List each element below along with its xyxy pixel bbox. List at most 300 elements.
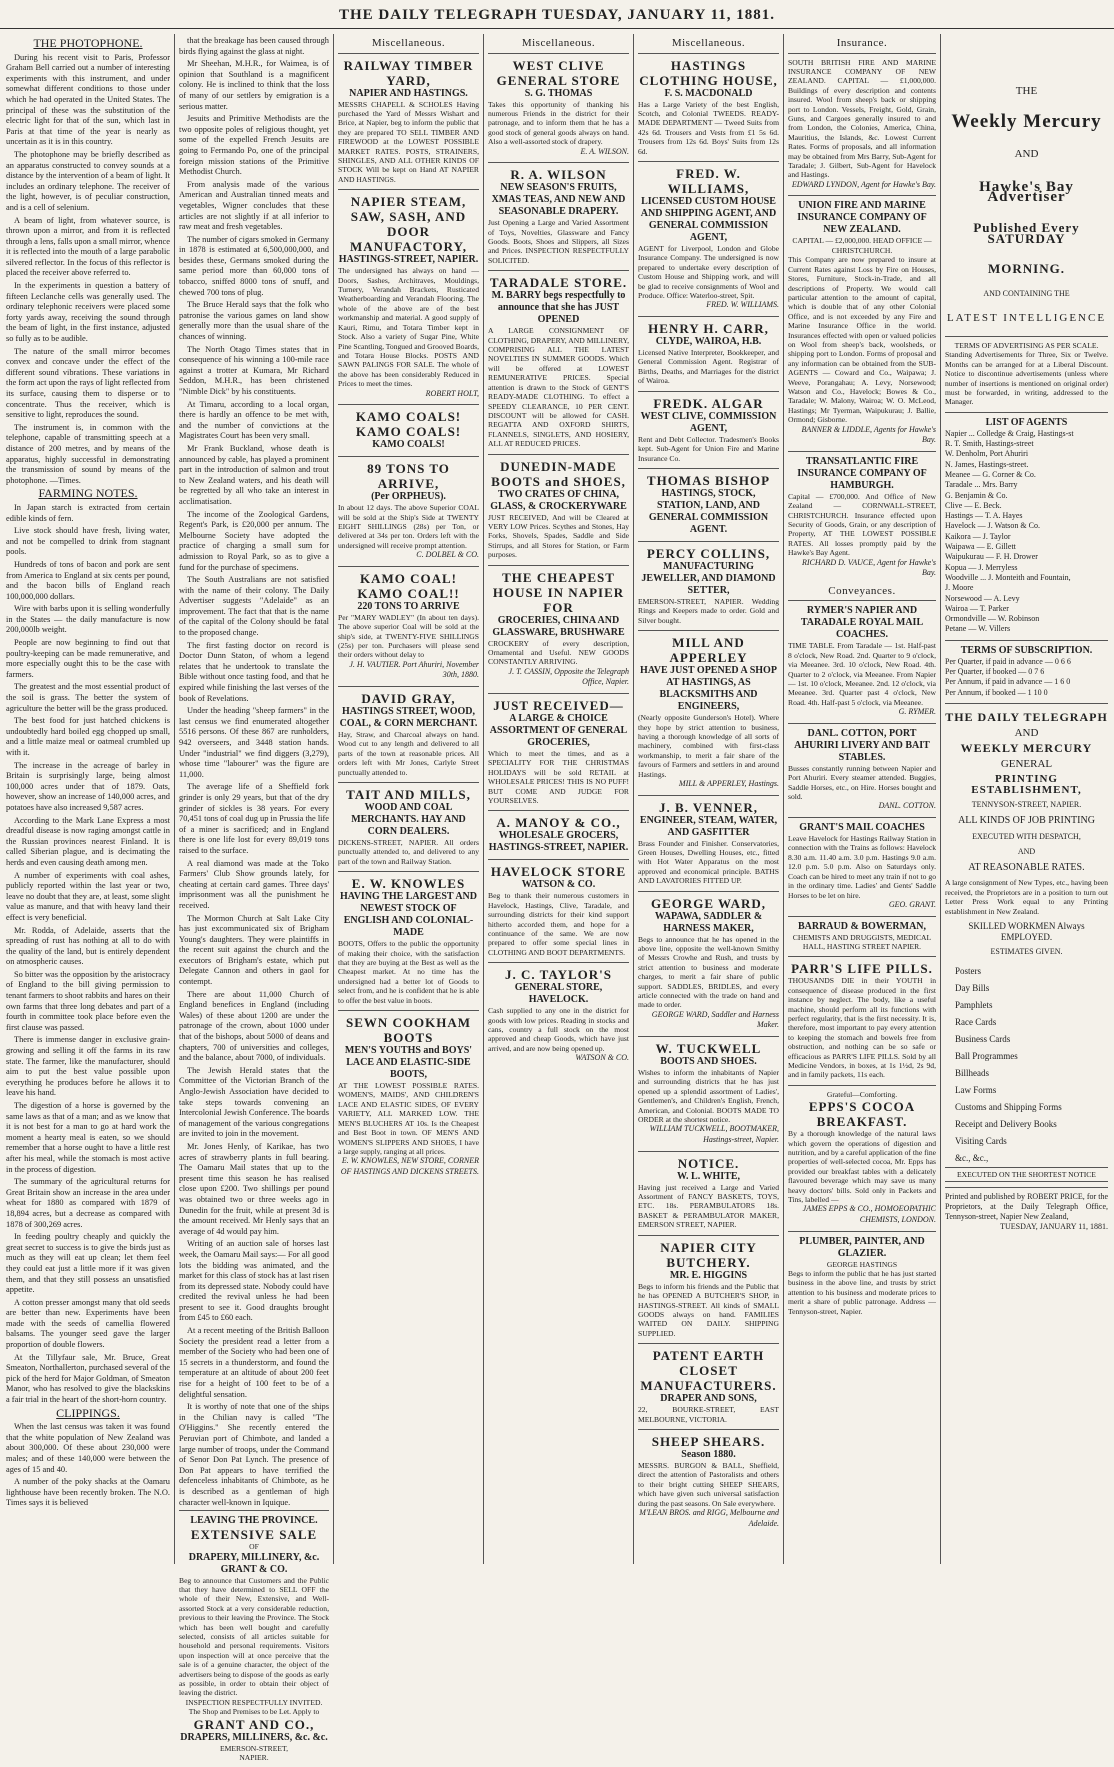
advertisement <box>338 404 479 456</box>
paragraph: In the experiments in question a battery of fifteen Leclanche cells was generally used. The ordinary telephonic receivers were placed some forty yards away, receiving the sound through the beam of light, in the first instance, adjusted so fully as to be audible. <box>6 281 170 344</box>
advertisement-union <box>788 195 936 450</box>
advertisement <box>638 391 779 468</box>
ad-signature: ROBERT HOLT, <box>425 388 479 398</box>
advertisement <box>638 161 779 316</box>
ad-headline: UNION FIRE AND MARINE INSURANCE COMPANY OF NEW ZEALAND. <box>797 200 927 236</box>
ad-body: Begs to announce that he has opened in the above line, opposite the well-known Smithy of Messrs Crowhe and Rush, and trusts by strict attention to business and moderate charges, to merit a fair share of public support. SADDLES, BRIDLES, and every article connected with the trade on hand and made to order. <box>638 934 779 1010</box>
ad-body: Rent and Debt Collector. Tradesmen's Books kept. Sub-Agent for Union Fire and Marine Insurance Co. <box>638 434 779 463</box>
wm-line: EXECUTED ON THE SHORTEST NOTICE <box>945 1167 1108 1182</box>
ad-body: Having just received a Large and Varied Assortment of FANCY BASKETS, TOYS, ETC. 18s. PERAMBULATORS 18s. BASKET & PERAMBULATOR MAKER, EMERSON STREET, NAPIER. <box>638 1182 779 1230</box>
paragraph: The nature of the small mirror becomes convex and concave under the effect of the different sound vibrations. These variations in the form act upon the rays of light reflected from its surface, causing them to disperse or to concentrate. Thus the receiver, which is sensitive to light, reproduces the sound. <box>6 346 170 420</box>
paragraph: The number of cigars smoked in Germany in 1878 is estimated at 6,500,000,000, and besides these, Germans smoked during the same period more than 60,000 tons of tobacco, sniffed 8000 tons of snuff, and chewed 700 tons of plug. <box>179 234 329 297</box>
list-item: Norsewood — A. Levy <box>945 593 1020 603</box>
ad-signature: J. H. VAUTIER. Port Ahuriri, November 30th, 1880. <box>349 659 479 680</box>
paragraph: A number of experiments with coal ashes, publicly reported within the last year or two, leave no doubt that they are, at least, some slight value as manure, and that with heavy land their effect is very beneficial. <box>6 870 170 922</box>
ad-headline: PATENT EARTH CLOSET MANUFACTURERS. <box>640 1348 777 1394</box>
ad-body: Standing Advertisements for Three, Six or Twelve. Months can be arranged for at a Liberal Discount. Notice to discontinue advertisements (unless where number of insertions is mentioned on original order) must be forwarded, in writing, addressed to the Manager. <box>945 350 1108 407</box>
ad-line: GEORGE HASTINGS <box>826 1259 898 1269</box>
paragraph: A number of the poky shacks at the Oamaru lighthouse have been recently broken. The N.O. Times says it is believed <box>6 1477 170 1508</box>
wm-line: ESTIMATES GIVEN. <box>990 947 1063 957</box>
ad-headline: THOMAS BISHOP <box>646 472 771 488</box>
ad-subheading: NEW SEASON'S FRUITS, XMAS TEAS, AND NEW AND SEASONABLE DRAPERY. <box>491 182 626 218</box>
advertisement <box>638 1429 779 1534</box>
ad-body: Has a Large Variety of the best English, Scotch, and Colonial TWEEDS. READY-MADE DEPARTMENT — Tweed Suits from 42s 6d. Trousers and Vests from £1 5s 6d. Trousers from 12s 6d. Boys' Suits from 12s 6d. <box>638 99 779 156</box>
list-item: Havelock — J. Watson & Co. <box>945 521 1040 531</box>
paragraph: The best food for just hatched chickens is undoubtedly hard boiled egg chopped up small, and a little maize meal or oatmeal crumbled up with it. <box>6 716 170 757</box>
column-rule <box>333 34 334 1564</box>
paragraph: The summary of the agricultural returns for Great Britain show an increase in the area under wheat for 1880 as compared with 1879 of 18,894 acres, but a decrease as compared with 1878 of 300,269 acres. <box>6 1177 170 1229</box>
ad-subheading: F. S. MACDONALD <box>664 87 753 99</box>
paragraph: At a recent meeting of the British Balloon Society the president read a letter from a member of the Society who had been one of 15 secrets in a thunderstorm, and found the temperature at an altitude of about 200 feet rise for a height of 100 feet to be of a delightful sensation. <box>179 1326 329 1399</box>
paragraph: Jesuits and Primitive Methodists are the two opposite poles of religious thought, yet some of the expelled French Jesuits are going to Fermando Po, one of the principal foreign mission stations of the Primitive Methodist Church. <box>179 114 329 177</box>
ad-body: MESSRS. BURGON & BALL, Sheffield, direct the attention of Pastoralists and others to their bright cutting SHEEP SHEARS, which have given such universal satisfaction during the past seasons. On Sale everywhere. <box>638 1460 779 1508</box>
ad-headline: GEORGE WARD, <box>650 895 767 911</box>
paragraph: The first fasting doctor on record is Doctor Dunn Staton, of whom a legend relates that he undertook to translate the Bible without once tasting food, and that he expired while finishing the last verses of the book of Revelations. <box>179 640 329 703</box>
ad-body: THOUSANDS DIE in their YOUTH in consequence of disease produced in the first instance by neglect. The body, like a useful machine, should perform all its functions with perfect regularity, that is the first necessity. It is, therefore, most important to pay every attention to keeping the stomach and bowels free from obstruction, and nothing can be so safe or efficacious as PARR'S LIFE PILLS. Sold by all Medicine Vendors, in boxes, at 1s 1½d, 2s 9d, and in family packets, 11s each. <box>788 976 936 1080</box>
ad-signature: J. T. CASSIN, Opposite the Telegraph Office, Napier. <box>508 666 629 687</box>
advertisement <box>638 468 779 541</box>
paragraph: The average life of a Sheffield fork grinder is only 29 years, but that of the dry grinder of sickles is 38 years. For every 70,451 tons of coal dug up in Prussia the life of a miner is sacrificed; and in England there is one life lost for every 89,019 tons raised to the surface. <box>179 782 329 855</box>
ad-subheading: (Per ORPHEUS). <box>371 491 446 503</box>
paragraph: Mr. Rodda, of Adelaide, asserts that the spreading of rust has nothing at all to do with the quality of the land, but is entirely dependent on atmospheric causes. <box>6 925 170 967</box>
section-header: Miscellaneous. <box>671 37 746 49</box>
list-item: Per Quarter, if paid in advance — 0 6 6 <box>945 656 1071 666</box>
section-header: Insurance. <box>836 37 888 49</box>
list-item: Per Annum, if paid in advance — 1 6 0 <box>945 677 1071 687</box>
ad-headline: MILL AND APPERLEY <box>669 635 748 666</box>
wm-line: AT REASONABLE RATES. <box>968 861 1085 873</box>
advertisement <box>488 270 629 453</box>
ad-subheading: 220 TONS TO ARRIVE <box>357 600 460 612</box>
ad-subheading: HAVING THE LARGEST AND NEWEST STOCK OF ENGLISH AND COLONIAL-MADE <box>340 891 477 939</box>
ad-subheading: MANUFACTURING JEWELLER, AND DIAMOND SETTER, <box>641 560 776 596</box>
ad-headline: NAPIER CITY BUTCHERY. <box>660 1239 757 1270</box>
ad-subheading: HASTINGS STREET, WOOD, COAL, & CORN MERCHANT. <box>339 705 478 729</box>
advertisement <box>638 891 779 1036</box>
ad-headline: SHEEP SHEARS. <box>651 1433 766 1449</box>
list-item: Waipawa — E. Gillett <box>945 542 1016 552</box>
ad-body: Begs to inform his friends and the Public that he has OPENED A BUTCHER'S SHOP, in HASTINGS-STREET. All kinds of SMALL GOODS always on hand. FAMILIES WAITED ON DAILY. SHIPPING SUPPLIED. <box>638 1281 779 1338</box>
ad-signature: WATSON & CO. <box>575 1053 629 1063</box>
wm-line: GENERAL <box>1000 757 1053 770</box>
paragraph: A beam of light, from whatever source, is thrown upon a mirror, and from it is reflected through a lens, falls upon a small mirror, whence it is reflected into the mouth of a large parabolic silvered reflector. In the focus of this reflector is placed the receiver above referred to. <box>6 215 170 278</box>
wm-line: AND <box>1017 847 1036 857</box>
paragraph: Under the heading "sheep farmers" in the last census we find enumerated altogether 5516 persons. Of these 867 are runholders, 942 overseers, and 3448 station hands. Under "industrial" we find diggers (3,279), whose time "labourer" was the figure are 11,000. <box>179 706 329 779</box>
article-body <box>6 503 170 1406</box>
ad-line: OF <box>249 1542 259 1552</box>
advertisement <box>638 1036 779 1151</box>
wm-line: Published Every SATURDAY <box>973 219 1080 246</box>
ad-line: Grateful—Comforting. <box>826 1089 898 1099</box>
ad-body: AT THE LOWEST POSSIBLE RATES. WOMEN'S, MAIDS', AND CHILDREN'S LACE AND ELASTIC SIDES, OF EVERY VARIETY, ALL MARKED LOW. THE MEN'S BLUCHERS AT 10s. Is the Cheapest and Best Boot in town. OF MEN'S AND WOMEN'S SLIPPERS AND SHOES, I have a large supply, ranging at all prices. <box>338 1081 479 1156</box>
ad-subheading: MR. E. HIGGINS <box>669 1269 748 1281</box>
ad-line: GRANT & CO. <box>220 1563 288 1575</box>
advertisement-cotton <box>788 723 936 817</box>
ad-signature: JAMES EPPS & CO., HOMOEOPATHIC CHEMISTS, LONDON. <box>802 1204 936 1225</box>
ad-signature: E. W. KNOWLES, NEW STORE, CORNER OF HASTINGS AND DICKENS STREETS. <box>340 1156 479 1176</box>
ad-signature: E. A. WILSON. <box>580 146 629 156</box>
advertisement <box>338 189 479 404</box>
ad-body: Wishes to inform the inhabitants of Napier and surrounding districts that he has just opened up a splendid assortment of Ladies', Gentlemen's, and Children's English, French, American, and Colonial. BOOTS MADE TO ORDER at the shortest notice. <box>638 1068 779 1125</box>
ad-headline: DUNEDIN-MADE BOOTS and SHOES, <box>491 458 626 489</box>
advertisement-grant-coaches <box>788 817 936 915</box>
wm-line: MORNING. <box>988 261 1065 277</box>
ad-line: TERMS OF ADVERTISING AS PER SCALE. <box>954 340 1099 350</box>
ad-headline: KAMO COALS! KAMO COALS! <box>355 409 462 440</box>
advertisement <box>638 630 779 794</box>
article-body <box>179 36 329 1508</box>
list-item: Meanee — G. Corner & Co. <box>945 469 1036 479</box>
list-item: Ball Programmes <box>955 1050 1018 1061</box>
ad-body: Capital — £700,000. And Office of New Zealand — CORNWALL-STREET, CHRISTCHURCH. Insurance effected upon Security of Goods, Grain, or any description of Property, AT THE LOWEST POSSIBLE RATES. All losses promptly paid by the Hawke's Bay Agent. <box>788 491 936 558</box>
ad-subheading: WOOD AND COAL MERCHANTS. HAY AND CORN DEALERS. <box>351 802 466 837</box>
advertisement-epps <box>788 1085 936 1231</box>
wm-line: EXECUTED WITH DESPATCH, <box>972 831 1081 841</box>
ad-subheading: DRAPER AND SONS, <box>660 1393 757 1405</box>
list-item: R. T. Smith, Hastings-street <box>945 439 1034 449</box>
list-item: G. Benjamin & Co. <box>945 490 1008 500</box>
ad-body: Cash supplied to any one in the district for goods with low prices. Reading in stocks and cans, country a full stock on the most approved and cheap Goods, which have just arrived, and are now being opened up. <box>488 1006 629 1053</box>
ad-headline: R. A. WILSON <box>510 167 607 183</box>
ad-subheading: GENERAL STORE, HAVELOCK. <box>514 982 603 1006</box>
ad-subheading: WHOLESALE GROCERS, HASTINGS-STREET, NAPIER. <box>488 830 629 854</box>
list-item: Billheads <box>955 1067 989 1078</box>
ad-subheading: W. L. WHITE, <box>676 1170 741 1182</box>
ad-subheading: HAVE JUST OPENED A SHOP AT HASTINGS, AS BLACKSMITHS AND ENGINEERS, <box>640 665 777 713</box>
advertisement <box>338 782 479 871</box>
article-title-photophone: THE PHOTOPHONE. <box>33 36 143 50</box>
column-ads-2 <box>488 36 629 1561</box>
ad-subheading: WATSON & CO. <box>521 879 596 891</box>
ad-signature: C. DOLBEL & CO. <box>416 550 479 560</box>
ad-subheading: TWO CRATES OF CHINA, GLASS, & CROCKERYWARE <box>490 488 627 512</box>
ad-signature: WILLIAM TUCKWELL, BOOTMAKER, Hastings-street, Napier. <box>649 1124 779 1145</box>
paragraph: Hundreds of tons of bacon and pork are sent from America to England at six cents per pound, and the bacon bills of England reach 100,000,000 dollars. <box>6 559 170 601</box>
ad-subheading: NAPIER AND HASTINGS. <box>349 87 468 99</box>
paragraph: The greatest and the most essential product of the soil is grass. The better the system of agriculture the better will be the grass produced. <box>6 682 170 713</box>
list-item: Napier ... Colledge & Craig, Hastings-st <box>945 428 1074 438</box>
ad-body: By a thorough knowledge of the natural laws which govern the operations of digestion and nutrition, and by a careful application of the fine properties of well-selected cocoa, Mr. Epps has provided our breakfast tables with a delicately flavoured beverage which may save us many heavy doctors' bills. Sold only in Packets and Tins, labelled — <box>788 1129 936 1205</box>
advertisement <box>638 1151 779 1235</box>
ad-signature: M'LEAN BROS. and RIGG, Melbourne and Adelaide. <box>639 1507 779 1528</box>
advertisement <box>488 53 629 163</box>
wm-line: AND <box>1014 726 1039 739</box>
wm-line: WEEKLY MERCURY <box>960 741 1093 756</box>
ad-headline: E. W. KNOWLES <box>351 876 466 892</box>
paragraph: There is immense danger in exclusive grain-growing and selling it off the farms in its raw state. The farmer, like the manufacturer, should aim to put the best value possible upon everything he produces before he allows it to leave his hand. <box>6 1035 170 1098</box>
ad-line: EMERSON-STREET, <box>220 1743 288 1753</box>
list-item: Per Annum, if booked — 1 10 0 <box>945 687 1048 697</box>
ad-subheading: LICENSED CUSTOM HOUSE AND SHIPPING AGENT, AND GENERAL COMMISSION AGENT, <box>640 196 777 244</box>
ad-body: Brass Founder and Finisher. Conservatories, Green Houses, Dwelling Houses, etc., fitted with Hot Water Apparatus on the most approved and economical principle. BATHS AND LAVATORIES FITTED UP. <box>638 838 779 886</box>
ad-body: Leave Havelock for Hastings Railway Station in connection with the Trains as follows: Havelock 8.30 a.m. 11.40 a.m. 3.0 p.m. Hastings 9.0 a.m. 12.0 p.m. 5.0 p.m. Also on Saturdays only. Coach can be hired to meet any train if not to go in the ordinary time. Ladies' and Gents' Saddle Horses to be let on hire. <box>788 834 936 900</box>
list-item: J. Moore <box>945 583 974 593</box>
advertisement <box>488 565 629 693</box>
advertisement <box>338 1010 479 1182</box>
ad-headline: PARR'S LIFE PILLS. <box>791 961 933 977</box>
ad-headline: J. C. TAYLOR'S <box>505 967 612 983</box>
ad-subheading: Season 1880. <box>681 1448 736 1460</box>
ad-body: DICKENS-STREET, NAPIER. All orders punctually attended to, and delivered to any part of the town and Railway Station. <box>338 838 479 866</box>
ad-body: Takes this opportunity of thanking his numerous Friends in the district for their patronage, and to inform them that he has a good stock of general goods always on hand. Also a well-assorted stock of drapery. <box>488 99 629 147</box>
advertisement-south-british <box>788 53 936 196</box>
ad-subheading: GROCERIES, CHINA AND GLASSWARE, BRUSHWARE <box>492 614 625 638</box>
ad-subheading: WEST CLIVE, COMMISSION AGENT, <box>640 410 777 434</box>
ad-headline: FREDK. ALGAR <box>653 395 764 411</box>
paragraph: When the last census was taken it was found that the white population of New Zealand was about 300,000. Of these about 230,000 were males; and of these 140,000 were between the ages of 15 and 40. <box>6 1422 170 1474</box>
advertisement <box>638 1235 779 1343</box>
ad-headline: A. MANOY & CO., <box>496 815 621 831</box>
ad-subheading: CLYDE, WAIROA, H.B. <box>655 336 762 348</box>
list-item: Clive — E. Beck. <box>945 500 1002 510</box>
list-item: W. Denholm, Port Ahuriri <box>945 449 1029 459</box>
list-item: Petane — W. Villers <box>945 624 1011 634</box>
ad-subheading: ENGINEER, STEAM, WATER, AND GASFITTER <box>639 814 778 838</box>
ad-signature: RICHARD D. VAUCE, Agent for Hawke's Bay. <box>801 557 936 578</box>
column-rule <box>940 34 941 1564</box>
paragraph: It is worthy of note that one of the ships in the Chilian navy is called "The O'Higgins." She recently entered the Peruvian port of Chimbote, and landed a large number of troops, under the Command of Senor Don Pat Lynch. The presence of Don Pat appears to have terrified the defenceless inhabitants of Chimbote, as he is described as a gentleman of high character well-known in Iquique. <box>179 1402 329 1507</box>
paragraph: The North Otago Times states that in consequence of his winning a 100-mile race against a trotter at Kumara, Mr Richard Seddon, M.H.R., has been christened "Nimble Dick" by his constituents. <box>179 344 329 396</box>
ad-body: Which to meet the times, and as a SPECIALITY FOR THE CHRISTMAS HOLIDAYS will be sold RETAIL at WHOLESALE PRICES! THIS IS NO PUFF! BUT COME AND JUDGE FOR YOURSELVES. <box>488 748 629 805</box>
subscription-list <box>945 657 1108 698</box>
paragraph: According to the Mark Lane Express a most dreadful disease is now raging amongst cattle in the Russian provinces nearest Finland. It is called Siberian plague, and is decimating the herds and even causing death among men. <box>6 815 170 867</box>
advertisement-transatlantic <box>788 451 936 584</box>
advertisement <box>638 541 779 630</box>
paragraph: Mr Frank Buckland, whose death is announced by cable, has played a prominent part in the introduction of salmon and trout to New Zealand waters, and his death will be regretted by all who take an interest in acclimatisation. <box>179 443 329 506</box>
advertisement <box>338 53 479 190</box>
ad-headline: W. TUCKWELL <box>655 1041 762 1057</box>
advertisement-rymer <box>788 600 936 722</box>
ad-signature: G. RYMER. <box>898 707 936 717</box>
advertisement <box>638 795 779 891</box>
printing-establishment <box>945 703 1108 1187</box>
ad-heading: LEAVING THE PROVINCE. <box>190 1515 318 1527</box>
agent-list <box>945 429 1108 635</box>
ad-subheading: M. BARRY begs respectfully to announce that she has JUST OPENED <box>491 290 626 326</box>
ad-headline: JUST RECEIVED— <box>493 697 624 713</box>
wm-line: AND CONTAINING THE <box>983 288 1070 298</box>
list-item: Business Cards <box>955 1033 1011 1044</box>
ad-line: DRAPERS, MILLINERS, &c. &c. <box>180 1731 328 1743</box>
advertisement <box>488 810 629 859</box>
ad-line: The Shop and Premises to be Let. Apply to <box>188 1707 320 1717</box>
section-header: Miscellaneous. <box>521 37 596 49</box>
article-body <box>6 1422 170 1509</box>
advertisement <box>338 456 479 566</box>
paragraph: The Jewish Herald states that the Committee of the Victorian Branch of the Anglo-Jewish Association have decided to take steps towards convening an Intercolonial Jewish Conference. The boards of management of the various congregations are invited to join in the movement. <box>179 1065 329 1139</box>
advertisement <box>488 859 629 962</box>
advertisement-hastings <box>788 1231 936 1321</box>
advertisement-parr <box>788 956 936 1084</box>
ad-subheading: HASTINGS-STREET, NAPIER. <box>338 254 479 266</box>
ad-body: Begs to inform the public that he has just started business in the above line, and trusts by strict attention to his business and moderate prices to merit a share of public patronage. Address — Tennyson-street, Napier. <box>788 1269 936 1316</box>
ad-body: Beg to thank their numerous customers in Havelock, Hastings, Clive, Taradale, and surrounding districts for their kind support hitherto accorded them, and hope for a continuance of the same. We are now prepared to offer some special lines in CLOTHING AND BOOT DEPARTMENTS. <box>488 891 629 957</box>
column-ads-3 <box>638 36 779 1561</box>
ad-headline: J. B. VENNER, <box>658 799 759 815</box>
ad-body: A LARGE CONSIGNMENT OF CLOTHING, DRAPERY, AND MILLINERY, COMPRISING ALL THE LATEST NOVELTIES IN SUMMER GOODS. Which will be offered at LOWEST REMUNERATIVE PRICES. Special attention is drawn to the Stock of GENT'S READY-MADE CLOTHING. To effect a SPEEDY CLEARANCE, 10 PER CENT. DISCOUNT will be allowed for CASH. REGATTA AND OXFORD SHIRTS, FLANNELS, SINGLETS, AND HOSIERY, ALL AT REDUCED PRICES. <box>488 326 629 449</box>
column-weekly-mercury <box>945 36 1108 1561</box>
list-of-agents <box>945 412 1108 640</box>
ad-headline: KAMO COAL! KAMO COAL!! <box>357 570 460 601</box>
ad-headline: SEWN COOKHAM BOOTS <box>345 1015 472 1046</box>
section-header: Miscellaneous. <box>371 37 446 49</box>
advertisement <box>338 871 479 1010</box>
ad-body: A large consignment of New Types, etc., having been received, the Proprietors are in a position to turn out Letter Press Work equal to any Printing establishment in New Zealand. <box>945 878 1108 916</box>
advertisement <box>488 693 629 810</box>
ad-subheading: S. G. THOMAS <box>524 87 593 99</box>
advertisement-list <box>338 53 479 1183</box>
ad-headline: THE CHEAPEST HOUSE IN NAPIER FOR <box>492 569 625 615</box>
ad-subheading: HASTINGS, STOCK, STATION, LAND, AND GENERAL COMMISSION AGENT. <box>648 487 769 535</box>
advertisement <box>638 316 779 391</box>
list-item: Woodville ... J. Monteith and Fountain, <box>945 572 1071 582</box>
column-rule <box>783 34 784 1564</box>
ad-subheading: KAMO COALS! <box>372 439 445 451</box>
advertisement <box>488 962 629 1069</box>
list-item: Kopua — J. Merryless <box>945 562 1018 572</box>
ad-headline: EPPS'S COCOA BREAKFAST. <box>808 1099 916 1130</box>
paragraph: A real diamond was made at the Toko Farmers' Club Show grounds lately, for cheating at certain card games. Three days' imprisonment was all the punishment he received. <box>179 858 329 910</box>
ad-body: In about 12 days. The above Superior COAL will be sold at the Ship's Side at TWENTY EIGHT SHILLINGS (28s) per Ton, or delivered at 34s per ton. Orders left with the undersigned will receive prompt attention. <box>338 503 479 550</box>
ad-headline: PLUMBER, PAINTER, AND GLAZIER. <box>799 1235 925 1259</box>
column-news-2 <box>179 36 330 1763</box>
list-item: N. James, Hastings-street. <box>945 459 1029 469</box>
ad-body: The undersigned has always on hand — Doors, Sashes, Architraves, Mouldings, Turnery, Verandah Brackets, Rusticated Weatherboarding and Verandah Flooring. The whole of the above are of the best workmanship and material. A good supply of Kauri, Rimu, and Totara Timber kept in Stock. Also a variety of Sugar Pine, White Pine Scantling, Tongued and Grooved Boards, and Totara House Blocks. POSTS AND SAWN PALINGS FOR SALE. The whole of the above has been considerably Reduced in Prices to meet the times. <box>338 266 479 389</box>
ad-headline: 89 TONS TO ARRIVE, <box>367 461 450 492</box>
list-item: Waipukurau — F. H. Drower <box>945 552 1038 562</box>
paragraph: The increase in the acreage of barley in Britain is surprisingly large, being almost 100,000 acres under that of 1879. Oats, however, show an increase of 140,000 acres, and potatoes have also increased 9,587 acres. <box>6 760 170 812</box>
list-item: Customs and Shipping Forms <box>955 1101 1062 1112</box>
masthead: THE DAILY TELEGRAPH TUESDAY, JANUARY 11, 1881. <box>0 0 1114 29</box>
wm-line: PRINTING ESTABLISHMENT, <box>971 773 1082 796</box>
ad-headline: RYMER'S NAPIER AND TARADALE ROYAL MAIL COACHES. <box>800 605 924 641</box>
wm-line: SKILLED WORKMEN Always EMPLOYED. <box>968 921 1085 942</box>
wm-line: TENNYSON-STREET, NAPIER. <box>971 800 1082 810</box>
column-rule <box>174 34 175 1564</box>
ad-body: Beg to announce that Customers and the Public that they have determined to SELL OFF the whole of their New, Extensive, and Well-assorted Stock at a very considerable reduction, previous to their leaving the Province. The Stock which has been well bought and carefully selected, consists of all articles suitable for household and personal requirements. Visitors upon inspection will at once perceive that the sale is of a genuine character, the object of the advertisers being to dispose of the goods as early as possible, in order to obtain their object of leaving the district. <box>179 1575 329 1698</box>
ad-subheading: WAPAWA, SADDLER & HARNESS MAKER, <box>654 910 763 934</box>
ad-line: NAPIER. <box>239 1753 269 1763</box>
paragraph: At the Tillyfaur sale, Mr. Bruce, Great Smeaton, Northallerton, purchased several of the pick of the herd for Major Goldman, of Smeaton Manor, who has resolved to give the blackskins a fair trial in the heart of the short-horn country. <box>6 1352 170 1405</box>
paragraph: that the breakage has been caused through birds flying against the glass at night. <box>179 36 329 56</box>
ad-body: Hay, Straw, and Charcoal always on hand. Wood cut to any length and delivered to all parts of the town at reasonable prices. All orders left with Mr Jones, Carlyle Street punctually attended to. <box>338 729 479 777</box>
ad-headline: RAILWAY TIMBER YARD, <box>343 57 474 88</box>
paragraph: In feeding poultry cheaply and quickly the great secret to success is to give the birds just as much as they will eat up clean; let them feel they could eat just a little more if it was given them, and that they still possess an unsatisfied appetite. <box>6 1232 170 1295</box>
list-item: Receipt and Delivery Books <box>955 1118 1057 1129</box>
paragraph: Mr Sheehan, M.H.R., for Waimea, is of opinion that Southland is a magnificent colony. He is inclined to think that the loss of many of our settlers by emigration is a serious matter. <box>179 59 329 111</box>
ad-headline: NAPIER STEAM, SAW, SASH, AND DOOR MANUFACTORY, <box>349 194 468 255</box>
column-rule <box>633 34 634 1564</box>
ad-body: Licensed Native Interpreter, Bookkeeper, and General Commission Agent. Registrar of Births, Deaths, and Marriages for the district of Wairoa. <box>638 348 779 386</box>
weekly-mercury-title: Weekly Mercury <box>951 110 1102 132</box>
wm-line: AND <box>1014 148 1039 161</box>
ad-headline: LIST OF AGENTS <box>985 416 1068 428</box>
wm-line: THE DAILY TELEGRAPH <box>945 709 1108 724</box>
ad-body: Just Opening a Large and Varied Assortment of Toys, Novelties, Glassware and Fancy Goods. Boots, Shoes and Slippers, all Sizes and Prices. INSPECTION RESPECTFULLY SOLICITED. <box>488 218 629 265</box>
advertisement-list <box>488 53 629 1069</box>
ad-signature: MILL & APPERLEY, Hastings. <box>678 778 779 788</box>
product-list <box>945 963 1108 1167</box>
paragraph: Live stock should have fresh, living water, and not be compelled to drink from stagnant pools. <box>6 526 170 557</box>
ad-body: BOOTS, Offers to the public the opportunity of making their choice, with the satisfaction that they are buying at the Best as well as the Cheapest market. At no time has the undersigned had a better lot of Goods to select from, and he is confident that he is able to offer the best value in boots. <box>338 939 479 1005</box>
column-insurance <box>788 36 936 1561</box>
ad-headline: TRANSATLANTIC FIRE INSURANCE COMPANY OF HAMBURGH. <box>797 455 927 491</box>
ad-headline: WEST CLIVE GENERAL STORE <box>496 57 621 88</box>
paragraph: During his recent visit to Paris, Professor Graham Bell carried out a number of interesting experiments with this instrument, and under somewhat different conditions to those under which he had operated in the United States. The principal of these was the substitution of the electric light for that of the sun, which last in Paris at that time of the year is nearly as uncertain as it is in this country. <box>6 52 170 147</box>
list-item: Taradale ... Mrs. Barry <box>945 480 1018 490</box>
ad-line: INSPECTION RESPECTFULLY INVITED. <box>185 1697 323 1707</box>
list-item: Kaikora — J. Taylor <box>945 531 1011 541</box>
list-item: Race Cards <box>955 1016 997 1027</box>
ad-headline: DAVID GRAY, <box>361 690 456 706</box>
advertisement-barraud <box>788 916 936 957</box>
advertisement <box>638 53 779 161</box>
ad-body: Busses constantly running between Napier and Port Ahuriri. Every steamer attended. Buggies, Saddle Horses, etc., on Hire. Horses bought and sold. <box>788 763 936 802</box>
column-rule <box>483 34 484 1564</box>
article-title-clippings: CLIPPINGS. <box>56 1405 120 1420</box>
paragraph: People are now beginning to find out that poultry-keeping can be made remunerative, and more especially ought this to be the case with farmers. <box>6 638 170 679</box>
paragraph: In Japan starch is extracted from certain edible kinds of fern. <box>6 502 170 523</box>
ad-headline: BARRAUD & BOWERMAN, <box>797 920 927 932</box>
advertisement <box>338 566 479 686</box>
paragraph: There are about 11,000 Church of England benefices in England (including Wales) of these about 1200 are under the patronage of the crown, about 1000 under that of the bishops, about 5000 of deans and chapters, 700 of universities and colleges, and the balance, about 7000, of individuals. <box>179 989 329 1063</box>
article-body <box>6 53 170 487</box>
list-item: Day Bills <box>955 982 990 993</box>
ad-headline: EXTENSIVE SALE <box>190 1527 318 1543</box>
paragraph: Mr. Jones Henly, of Karikae, has two acres of strawberry plants in full bearing. The Oamaru Mail states that up to the present time this season he has realised close upon £200. Two shillings per pound was obtained two or three weeks ago in Dunedin for the fruit, while at present 3d is the amount received. Mr Henly says that an average of 4d would pay him. <box>179 1141 329 1236</box>
ad-headline: PERCY COLLINS, <box>646 545 771 561</box>
advertisement <box>638 1343 779 1429</box>
list-item: &c., &c., <box>955 1152 989 1163</box>
advertisement <box>488 162 629 270</box>
paragraph: At Timaru, according to a local organ, there is hardly an offence to be met with, and the number of convictions at the Magistrates Court has been very small. <box>179 399 329 441</box>
ad-headline: TARADALE STORE. <box>489 275 628 291</box>
ad-line: CHEMISTS AND DRUGGISTS, MEDICAL HALL, HASTING STREET NAPIER. <box>792 932 932 951</box>
list-item: Per Quarter, if booked — 0 7 6 <box>945 667 1045 677</box>
ad-headline: HAVELOCK STORE <box>490 864 627 880</box>
list-item: Wairoa — T. Parker <box>945 603 1009 613</box>
paragraph: A cotton presser amongst many that old seeds are better than new. Experiments have been made with the seeds of camellia flowered balsams. The younger seed gave the larger proportion of double flowers. <box>6 1297 170 1350</box>
ad-signature: GEO. GRANT. <box>888 899 936 909</box>
ad-headline: GRANT'S MAIL COACHES <box>799 822 925 834</box>
paragraph: The Bruce Herald says that the folk who patronise the various games on land show generally more than the usual share of the chances of winning. <box>179 300 329 342</box>
ad-body: MESSRS CHAPELL & SCHOLES Having purchased the Yard of Messrs Wishart and Brice, at Napier, beg to inform the public that they are prepared TO SELL TIMBER AND FIREWOOD at the LOWEST POSSIBLE MARKET RATES. POSTS, STRAINERS, SHINGLES, AND ALL OTHER KINDS OF STOCK Will be kept on Hand AT NAPIER AND HASTINGS. <box>338 99 479 184</box>
ad-subheading: A LARGE & CHOICE ASSORTMENT OF GENERAL GROCERIES, <box>489 712 628 748</box>
ad-headline: TAIT AND MILLS, <box>346 787 471 802</box>
paragraph: The digestion of a horse is governed by the same laws as that of a man; and as we know that it is not best for a man to go at hard work the moment a hearty meal is eaten, so we should remember that a horse ought to have a little rest after his meal, while the stomach is most active in the process of digestion. <box>6 1101 170 1174</box>
wm-line: LATEST INTELLIGENCE <box>946 312 1107 325</box>
paragraph: From analysis made of the various American and Australian tinned meats and vegetables, Wigner concludes that these articles are not slightly if at all inferior to raw meat and fresh vegetables. <box>179 179 329 232</box>
list-item: Visiting Cards <box>955 1135 1007 1146</box>
ad-body: EMERSON-STREET, NAPIER. Wedding Rings and Keepers made to order. Gold and Silver bought. <box>638 596 779 625</box>
column-ads-1 <box>338 36 479 1561</box>
advertisement <box>488 454 629 565</box>
section-header: Conveyances. <box>828 584 896 597</box>
list-item: Hastings — T. A. Hayes <box>945 511 1023 521</box>
wm-line: THE <box>1015 85 1038 97</box>
ad-headline: TERMS OF SUBSCRIPTION. <box>960 644 1093 656</box>
advertisement-grant <box>179 1510 329 1767</box>
ad-headline: HENRY H. CARR, <box>648 321 769 337</box>
ad-signature: DANL. COTTON. <box>878 801 936 811</box>
ad-subheading: MEN'S YOUTHS and BOYS' LACE AND ELASTIC-SIDE BOOTS, <box>344 1045 473 1081</box>
ad-signature: BANNER & LIDDLE, Agents for Hawke's Bay. <box>801 424 936 445</box>
wm-line: Hawke's Bay Advertiser <box>979 178 1074 206</box>
ad-signature: GEORGE WARD, Saddler and Harness Maker. <box>651 1009 779 1030</box>
ad-headline: DANL. COTTON, PORT AHURIRI LIVERY AND BAIT STABLES. <box>794 727 930 763</box>
paragraph: So bitter was the opposition by the aristocracy of England to the bill giving permission to tenant farmers to shoot rabbits and hares on their own farms that three long debates and part of a fourth in committee took place before even the first clause was passed. <box>6 969 170 1032</box>
paragraph: The income of the Zoological Gardens, Regent's Park, is £20,000 per annum. The Melbourne Society have adopted the practice of charging a small sum for admission to Royal Park, so as to give a fund for the purchase of specimens. <box>179 509 329 572</box>
